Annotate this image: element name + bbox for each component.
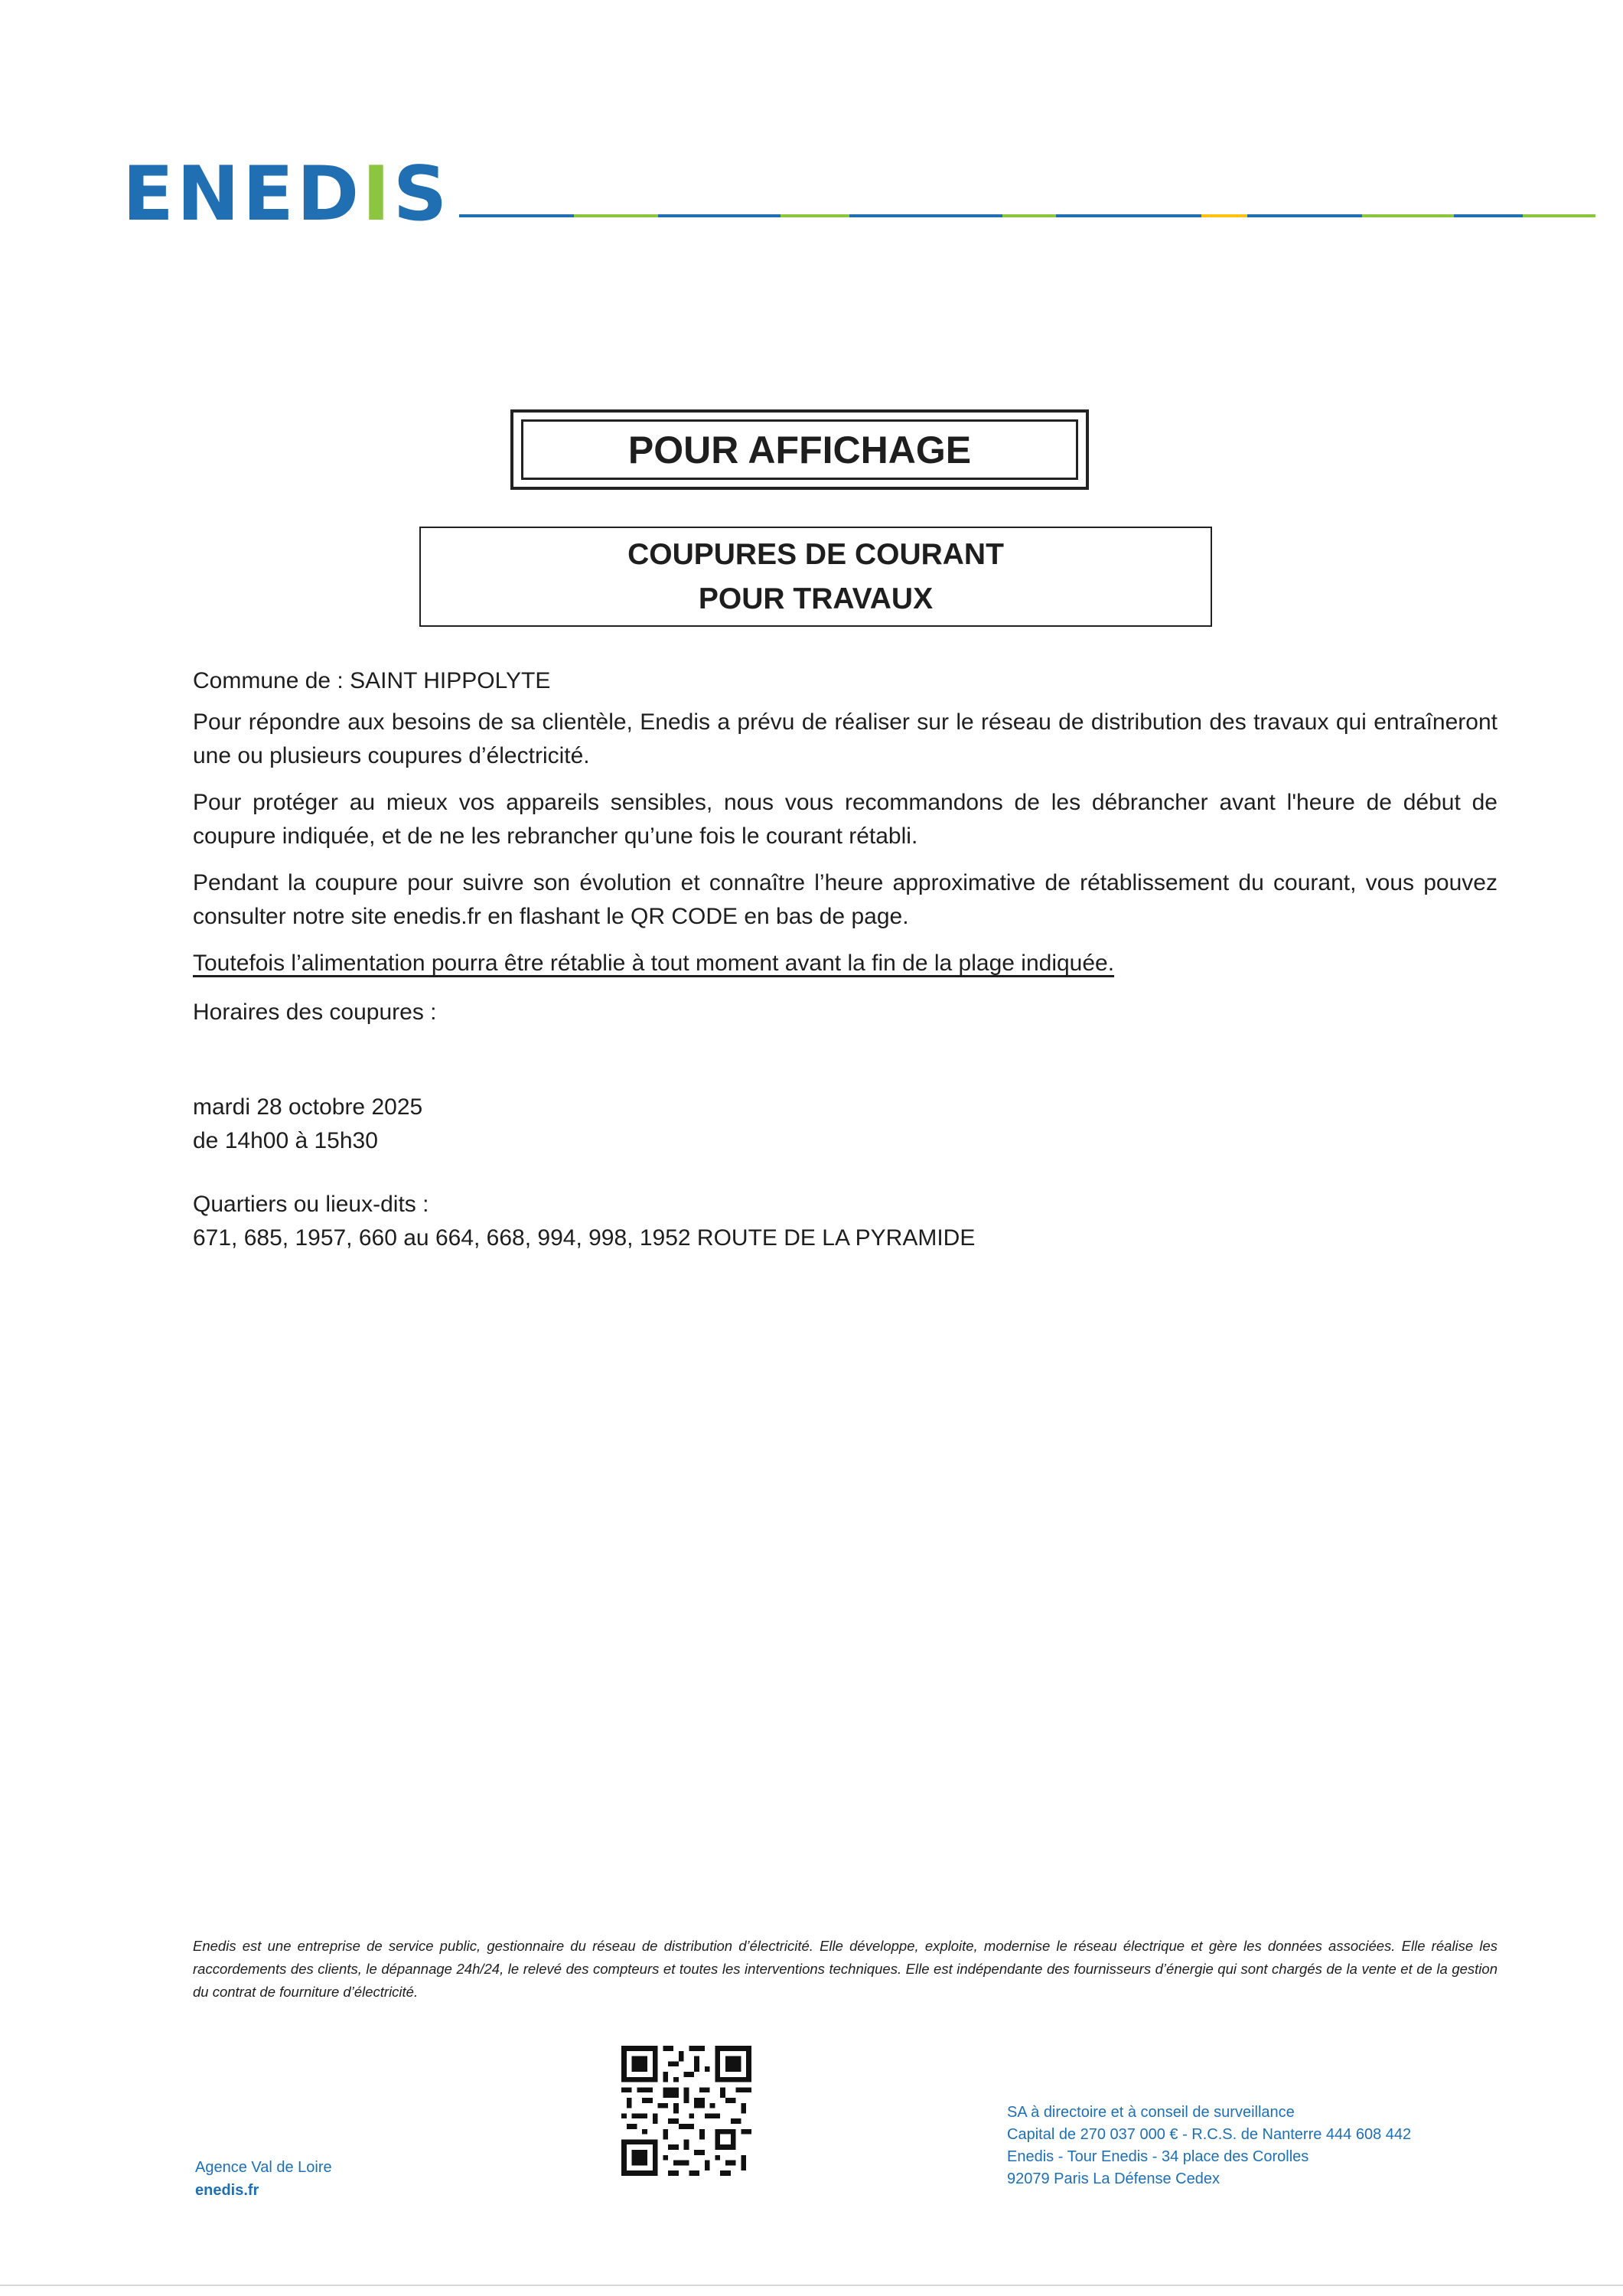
horaires-label: Horaires des coupures : (193, 1000, 437, 1025)
brand-line (459, 213, 1595, 219)
commune-line: Commune de : SAINT HIPPOLYTE (193, 668, 551, 693)
quartiers-list: 671, 685, 1957, 660 au 664, 668, 994, 998, 1952 ROUTE DE LA PYRAMIDE (193, 1225, 976, 1251)
company-info (1007, 2102, 1411, 2190)
coupures-title-box (419, 527, 1212, 627)
website-link[interactable]: enedis.fr (195, 2182, 259, 2199)
notice-underlined: Toutefois l’alimentation pourra être rétablie à tout moment avant la fin de la plage indiquée. (193, 951, 1115, 976)
agency-name: Agence Val de Loire (195, 2159, 332, 2176)
pour-affichage-box (510, 409, 1089, 490)
outage-date: mardi 28 octobre 2025 (193, 1094, 423, 1120)
company-line-3: Enedis - Tour Enedis - 34 place des Corolles (1007, 2148, 1309, 2165)
qr-code[interactable] (621, 2046, 751, 2176)
bottom-rule (0, 2285, 1623, 2286)
coupures-title-line1: COUPURES DE COURANT (627, 537, 1004, 571)
legal-notice: Enedis est une entreprise de service public, gestionnaire du réseau de distribution d’électricité. Elle développe, exploite, modernise le réseau électrique et gère les données associées. Elle réalise les raccordements des clients, le dépannage 24h/24, le relevé des compteurs et toutes les interventions techniques. Elle est indépendante des fournisseurs d’énergie qui sont chargés de la vente et de la gestion du contrat de fourniture d’électricité. (193, 1938, 1498, 2000)
paragraph-recommendation: Pour protéger au mieux vos appareils sensibles, nous vous recommandons de les débrancher avant l'heure de début de coupure indiquée, et de ne les rebrancher qu’une fois le courant rétabli. (193, 790, 1498, 849)
coupures-title-line2: POUR TRAVAUX (698, 582, 934, 615)
outage-time-range: de 14h00 à 15h30 (193, 1128, 378, 1153)
quartiers-label: Quartiers ou lieux-dits : (193, 1192, 429, 1217)
enedis-logo: ENEDIS (122, 151, 451, 238)
company-line-2: Capital de 270 037 000 € - R.C.S. de Nanterre 444 608 442 (1007, 2126, 1412, 2143)
company-line-1: SA à directoire et à conseil de surveillance (1007, 2104, 1295, 2121)
company-line-4: 92079 Paris La Défense Cedex (1007, 2170, 1220, 2187)
pour-affichage-title: POUR AFFICHAGE (521, 419, 1078, 480)
agency-block (195, 2156, 332, 2202)
paragraph-tracking: Pendant la coupure pour suivre son évolution et connaître l’heure approximative de rétablissement du courant, vous pouvez consulter notre site enedis.fr en flashant le QR CODE en bas de page. (193, 870, 1498, 929)
paragraph-intro: Pour répondre aux besoins de sa clientèle, Enedis a prévu de réaliser sur le réseau de distribution des travaux qui entraîneront une ou plusieurs coupures d’électricité. (193, 709, 1498, 768)
